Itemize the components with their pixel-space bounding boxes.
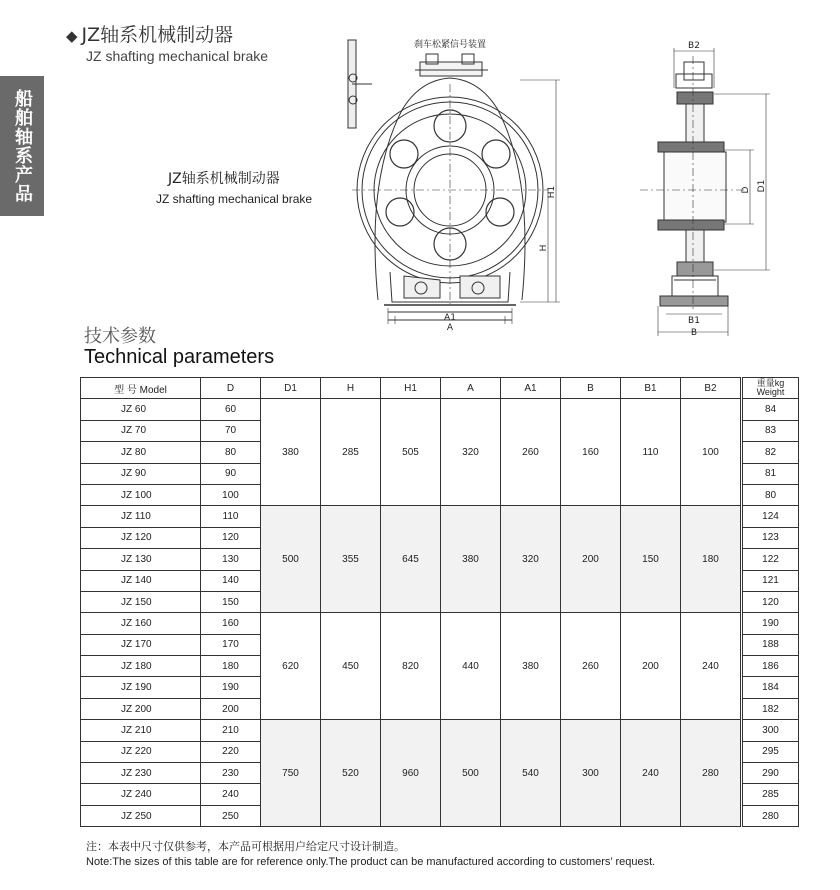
cell-b2: 280	[681, 720, 741, 827]
cell-weight: 124	[743, 506, 799, 527]
cell-d: 210	[201, 720, 261, 741]
table-row	[81, 506, 799, 527]
dim-d: D	[741, 186, 751, 194]
cell-h1: 505	[381, 399, 441, 506]
cell-d: 190	[201, 677, 261, 698]
cell-weight: 123	[743, 527, 799, 548]
dim-b1: B1	[688, 316, 700, 326]
diamond-bullet-icon: ◆	[66, 27, 78, 45]
page-title-en: JZ shafting mechanical brake	[86, 48, 269, 64]
header-a: A	[441, 378, 501, 399]
cell-d: 130	[201, 549, 261, 570]
cell-b1: 150	[621, 506, 681, 613]
header-weight-cn: 重量kg	[756, 378, 785, 389]
cell-d: 180	[201, 656, 261, 677]
note-en: Note:The sizes of this table are for reference only.The product can be manufactured according to customers’ request.	[86, 856, 656, 868]
cell-d: 230	[201, 763, 261, 784]
cell-weight: 182	[743, 698, 799, 719]
figure-caption-cn: JZ轴系机械制动器	[168, 171, 280, 187]
cell-weight: 280	[743, 805, 799, 826]
cell-model: JZ 120	[81, 527, 201, 548]
cell-d1: 500	[261, 506, 321, 613]
dim-b2: B2	[688, 41, 700, 51]
cell-h1: 960	[381, 720, 441, 827]
cell-d: 60	[201, 399, 261, 420]
cell-model: JZ 240	[81, 784, 201, 805]
cell-model: JZ 150	[81, 591, 201, 612]
header-b1: B1	[621, 378, 681, 399]
table-row	[81, 399, 799, 420]
dim-a1: A1	[444, 313, 456, 323]
cell-model: JZ 210	[81, 720, 201, 741]
table-row	[81, 613, 799, 634]
cell-h1: 820	[381, 613, 441, 720]
cell-d: 110	[201, 506, 261, 527]
cell-d: 100	[201, 484, 261, 505]
header-weight-en: Weight	[756, 387, 785, 398]
cell-b1: 200	[621, 613, 681, 720]
cell-weight: 190	[743, 613, 799, 634]
cell-d1: 380	[261, 399, 321, 506]
cell-a1: 380	[501, 613, 561, 720]
cell-model: JZ 130	[81, 549, 201, 570]
cell-d: 140	[201, 570, 261, 591]
cell-weight: 285	[743, 784, 799, 805]
cell-d: 90	[201, 463, 261, 484]
dim-b: B	[690, 328, 698, 338]
cell-b: 260	[561, 613, 621, 720]
cell-d: 70	[201, 420, 261, 441]
cell-model: JZ 140	[81, 570, 201, 591]
cell-weight: 295	[743, 741, 799, 762]
cell-weight: 290	[743, 763, 799, 784]
dim-a: A	[446, 323, 454, 333]
cell-b: 200	[561, 506, 621, 613]
cell-model: JZ 110	[81, 506, 201, 527]
front-view	[348, 40, 560, 324]
cell-weight: 184	[743, 677, 799, 698]
note-cn: 注：本表中尺寸仅供参考，本产品可根据用户给定尺寸设计制造。	[86, 840, 405, 853]
cell-model: JZ 190	[81, 677, 201, 698]
table-row	[81, 720, 799, 741]
cell-model: JZ 60	[81, 399, 201, 420]
cell-a1: 540	[501, 720, 561, 827]
cell-weight: 83	[743, 420, 799, 441]
cell-weight: 186	[743, 656, 799, 677]
cell-model: JZ 170	[81, 634, 201, 655]
cell-d: 120	[201, 527, 261, 548]
cell-a1: 260	[501, 399, 561, 506]
cell-weight: 84	[743, 399, 799, 420]
dim-d1: D1	[757, 179, 767, 193]
cell-model: JZ 70	[81, 420, 201, 441]
cell-h: 285	[321, 399, 381, 506]
header-d1: D1	[261, 378, 321, 399]
cell-a: 440	[441, 613, 501, 720]
cell-model: JZ 230	[81, 763, 201, 784]
technical-parameters-table	[80, 377, 799, 827]
cell-model: JZ 160	[81, 613, 201, 634]
cell-h: 520	[321, 720, 381, 827]
cell-d: 240	[201, 784, 261, 805]
cell-a1: 320	[501, 506, 561, 613]
cell-weight: 80	[743, 484, 799, 505]
cell-b2: 180	[681, 506, 741, 613]
cell-model: JZ 100	[81, 484, 201, 505]
cell-b: 300	[561, 720, 621, 827]
cell-model: JZ 80	[81, 442, 201, 463]
cell-b: 160	[561, 399, 621, 506]
cell-d: 250	[201, 805, 261, 826]
cell-h: 355	[321, 506, 381, 613]
cell-weight: 120	[743, 591, 799, 612]
cell-weight: 188	[743, 634, 799, 655]
header-model: 型 号 Model	[81, 378, 201, 399]
cell-model: JZ 220	[81, 741, 201, 762]
cell-d1: 750	[261, 720, 321, 827]
dim-h1: H1	[547, 185, 557, 199]
cell-h: 450	[321, 613, 381, 720]
cell-d: 160	[201, 613, 261, 634]
cell-d: 150	[201, 591, 261, 612]
header-h: H	[321, 378, 381, 399]
cell-a: 500	[441, 720, 501, 827]
cell-weight: 121	[743, 570, 799, 591]
cell-b1: 110	[621, 399, 681, 506]
section-title-cn: 技术参数	[84, 326, 156, 347]
product-category-tab: 船舶轴系产品	[0, 76, 44, 216]
figure-caption-en: JZ shafting mechanical brake	[156, 192, 313, 206]
cell-weight: 82	[743, 442, 799, 463]
cell-d: 170	[201, 634, 261, 655]
cell-d1: 620	[261, 613, 321, 720]
cell-model: JZ 250	[81, 805, 201, 826]
cell-weight: 122	[743, 549, 799, 570]
table-header-row	[81, 378, 799, 399]
header-b: B	[561, 378, 621, 399]
page-title-cn-text: JZ轴系机械制动器	[81, 24, 234, 46]
header-h1: H1	[381, 378, 441, 399]
header-weight	[743, 378, 799, 399]
header-d: D	[201, 378, 261, 399]
header-a1: A1	[501, 378, 561, 399]
cell-d: 80	[201, 442, 261, 463]
cell-model: JZ 180	[81, 656, 201, 677]
table-body	[81, 399, 799, 827]
cell-model: JZ 200	[81, 698, 201, 719]
dim-h: H	[539, 244, 549, 252]
cell-b2: 240	[681, 613, 741, 720]
section-title-en: Technical parameters	[84, 346, 275, 368]
callout-label: 刹车松紧信号装置	[413, 40, 487, 50]
cell-d: 200	[201, 698, 261, 719]
cell-model: JZ 90	[81, 463, 201, 484]
cell-b2: 100	[681, 399, 741, 506]
cell-h1: 645	[381, 506, 441, 613]
cell-a: 380	[441, 506, 501, 613]
cell-a: 320	[441, 399, 501, 506]
header-b2: B2	[681, 378, 741, 399]
cell-weight: 81	[743, 463, 799, 484]
cell-d: 220	[201, 741, 261, 762]
cell-b1: 240	[621, 720, 681, 827]
brake-technical-drawing	[0, 0, 840, 345]
cell-weight: 300	[743, 720, 799, 741]
